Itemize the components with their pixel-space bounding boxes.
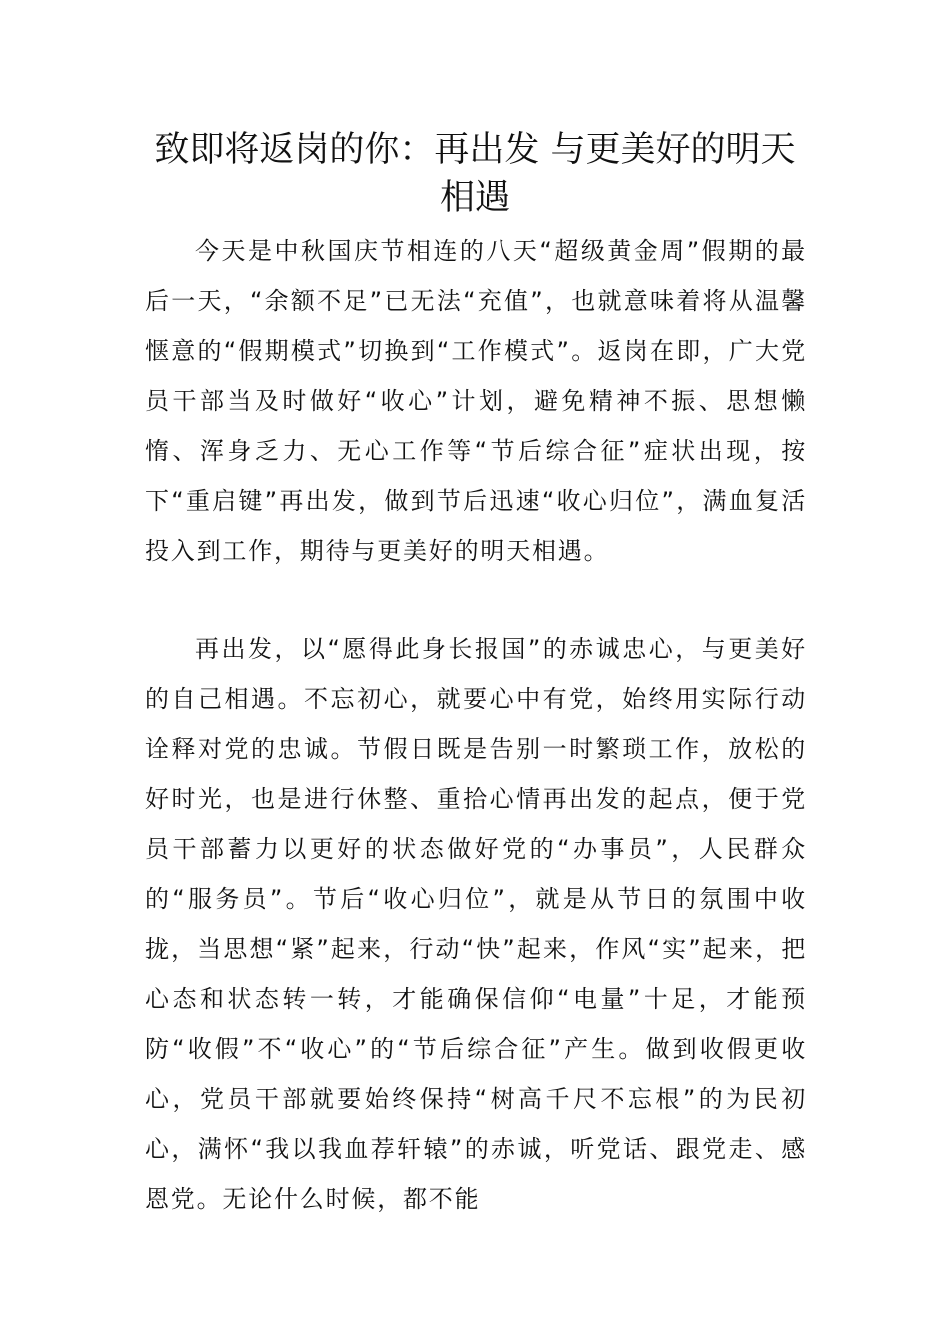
paragraph-2: 再出发，以“愿得此身长报国”的赤诚忠心，与更美好的自己相遇。不忘初心，就要心中有党，始终用实际行动诠释对党的忠诚。节假日既是告别一时繁琐工作，放松的好时光，也是进行休整、重拾心情再出发的起点，便于党员干部蓄力以更好的状态做好党的“办事员”，人民群众的“服务员”。节后“收心归位”，就是从节日的氛围中收拢，当思想“紧”起来，行动“快”起来，作风“实”起来，把心态和状态转一转，才能确保信仰“电量”十足，才能预防“收假”不“收心”的“节后综合征”产生。做到收假更收心，党员干部就要始终保持“树高千尺不忘根”的为民初心，满怀“我以我血荐轩辕”的赤诚，听党话、跟党走、感恩党。无论什么时候，都不能: [145, 635, 807, 1213]
paragraph-1: 今天是中秋国庆节相连的八天“超级黄金周”假期的最后一天，“余额不足”已无法“充值”，也就意味着将从温馨惬意的“假期模式”切换到“工作模式”。返岗在即，广大党员干部当及时做好“收心”计划，避免精神不振、思想懒惰、浑身乏力、无心工作等“节后综合征”症状出现，按下“重启键”再出发，做到节后迅速“收心归位”，满血复活投入到工作，期待与更美好的明天相遇。: [145, 237, 807, 565]
document-title: 致即将返岗的你：再出发 与更美好的明天相遇: [154, 130, 796, 218]
